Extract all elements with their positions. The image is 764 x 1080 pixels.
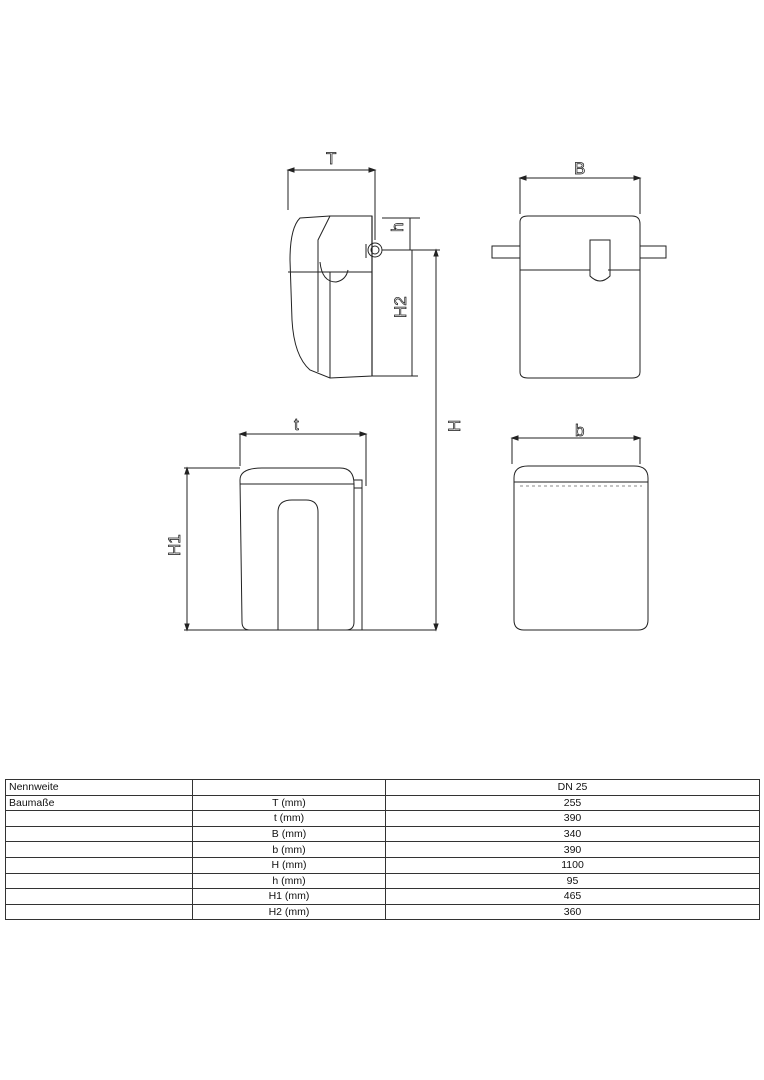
empty-cell (6, 842, 193, 858)
value-cell: 255 (386, 795, 760, 811)
empty-cell (6, 889, 193, 905)
label-h: h (388, 222, 407, 232)
dimension-cell: B (mm) (193, 826, 386, 842)
side-view-top (288, 168, 440, 378)
label-b: b (575, 421, 585, 440)
dimension-cell: H1 (mm) (193, 889, 386, 905)
value-cell: 360 (386, 904, 760, 920)
label-H1: H1 (165, 534, 184, 556)
empty-cell (6, 826, 193, 842)
header-dn: DN 25 (386, 780, 760, 796)
label-t: t (294, 415, 299, 434)
value-cell: 465 (386, 889, 760, 905)
label-B: B (574, 159, 586, 178)
group-label: Baumaße (6, 795, 193, 811)
dimension-cell: T (mm) (193, 795, 386, 811)
label-T: T (326, 149, 337, 168)
table-row (6, 904, 760, 920)
table-row (6, 811, 760, 827)
empty-cell (6, 904, 193, 920)
label-H2: H2 (391, 296, 410, 318)
header-blank (193, 780, 386, 796)
value-cell: 340 (386, 826, 760, 842)
empty-cell (6, 811, 193, 827)
header-nennweite: Nennweite (6, 780, 193, 796)
dim-H (434, 250, 438, 630)
dimension-cell: h (mm) (193, 873, 386, 889)
label-H: H (445, 419, 464, 432)
front-view-bottom (512, 436, 648, 630)
table-row (6, 857, 760, 873)
table-row (6, 795, 760, 811)
front-view-top (492, 176, 666, 378)
empty-cell (6, 873, 193, 889)
dimension-cell: H (mm) (193, 857, 386, 873)
empty-cell (6, 857, 193, 873)
table-row (6, 842, 760, 858)
dimension-cell: H2 (mm) (193, 904, 386, 920)
table-row (6, 826, 760, 842)
value-cell: 1100 (386, 857, 760, 873)
dimension-cell: t (mm) (193, 811, 386, 827)
table-row (6, 889, 760, 905)
spec-table (5, 779, 760, 920)
side-view-bottom (184, 432, 436, 630)
table-row (6, 873, 760, 889)
value-cell: 95 (386, 873, 760, 889)
table-header-row (6, 780, 760, 796)
value-cell: 390 (386, 842, 760, 858)
dimension-cell: b (mm) (193, 842, 386, 858)
value-cell: 390 (386, 811, 760, 827)
